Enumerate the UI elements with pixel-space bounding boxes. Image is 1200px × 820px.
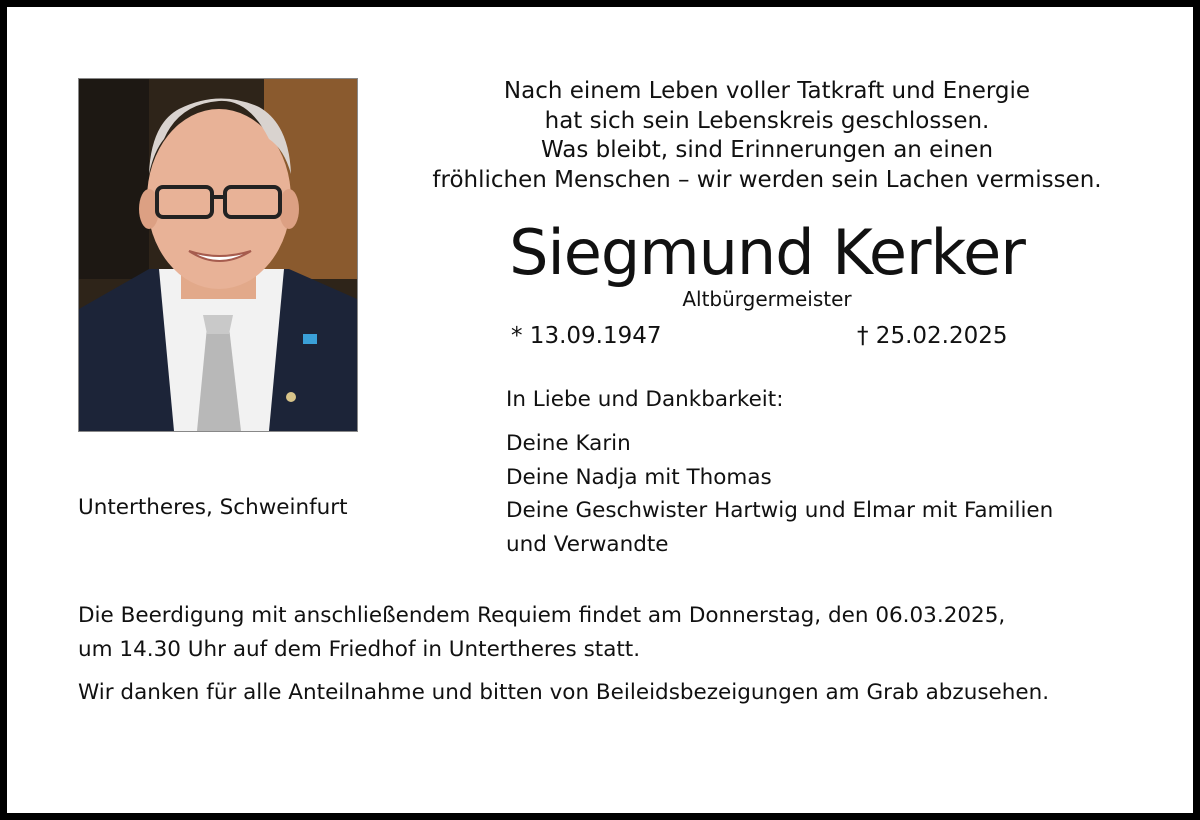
- verse-line: hat sich sein Lebenskreis geschlossen.: [544, 107, 990, 134]
- mourners-list: [506, 427, 1053, 561]
- portrait-photo-icon: [79, 79, 357, 431]
- mourner-line: Deine Nadja mit Thomas: [506, 464, 772, 490]
- closing-text: Wir danken für alle Anteilnahme und bitten von Beileidsbezeigungen am Grab abzusehen.: [78, 680, 1050, 705]
- birth-date: * 13.09.1947: [511, 323, 662, 349]
- verse-line: Nach einem Leben voller Tatkraft und Energie: [503, 78, 1031, 104]
- verse-line: Was bleibt, sind Erinnerungen an einen: [540, 137, 994, 163]
- verse: [407, 77, 1127, 195]
- deceased-name: Siegmund Kerker: [509, 216, 1025, 289]
- deceased-title: Altbürgermeister: [682, 287, 852, 311]
- mourner-line: und Verwandte: [506, 531, 669, 557]
- place: Untertheres, Schweinfurt: [78, 495, 348, 520]
- death-date: † 25.02.2025: [857, 323, 1008, 349]
- mourners-intro: In Liebe und Dankbarkeit:: [506, 387, 784, 412]
- funeral-notice: [78, 599, 1123, 666]
- funeral-line: Die Beerdigung mit anschließendem Requiem findet am Donnerstag, den 06.03.2025,: [78, 603, 1006, 628]
- mourner-line: Deine Geschwister Hartwig und Elmar mit Familien: [506, 498, 1054, 523]
- funeral-line: um 14.30 Uhr auf dem Friedhof in Untertheres statt.: [78, 636, 641, 662]
- obituary-card: [7, 7, 1193, 813]
- mourner-line: Deine Karin: [506, 431, 631, 456]
- verse-line: fröhlichen Menschen – wir werden sein Lachen vermissen.: [432, 166, 1102, 193]
- portrait-photo: [78, 78, 358, 432]
